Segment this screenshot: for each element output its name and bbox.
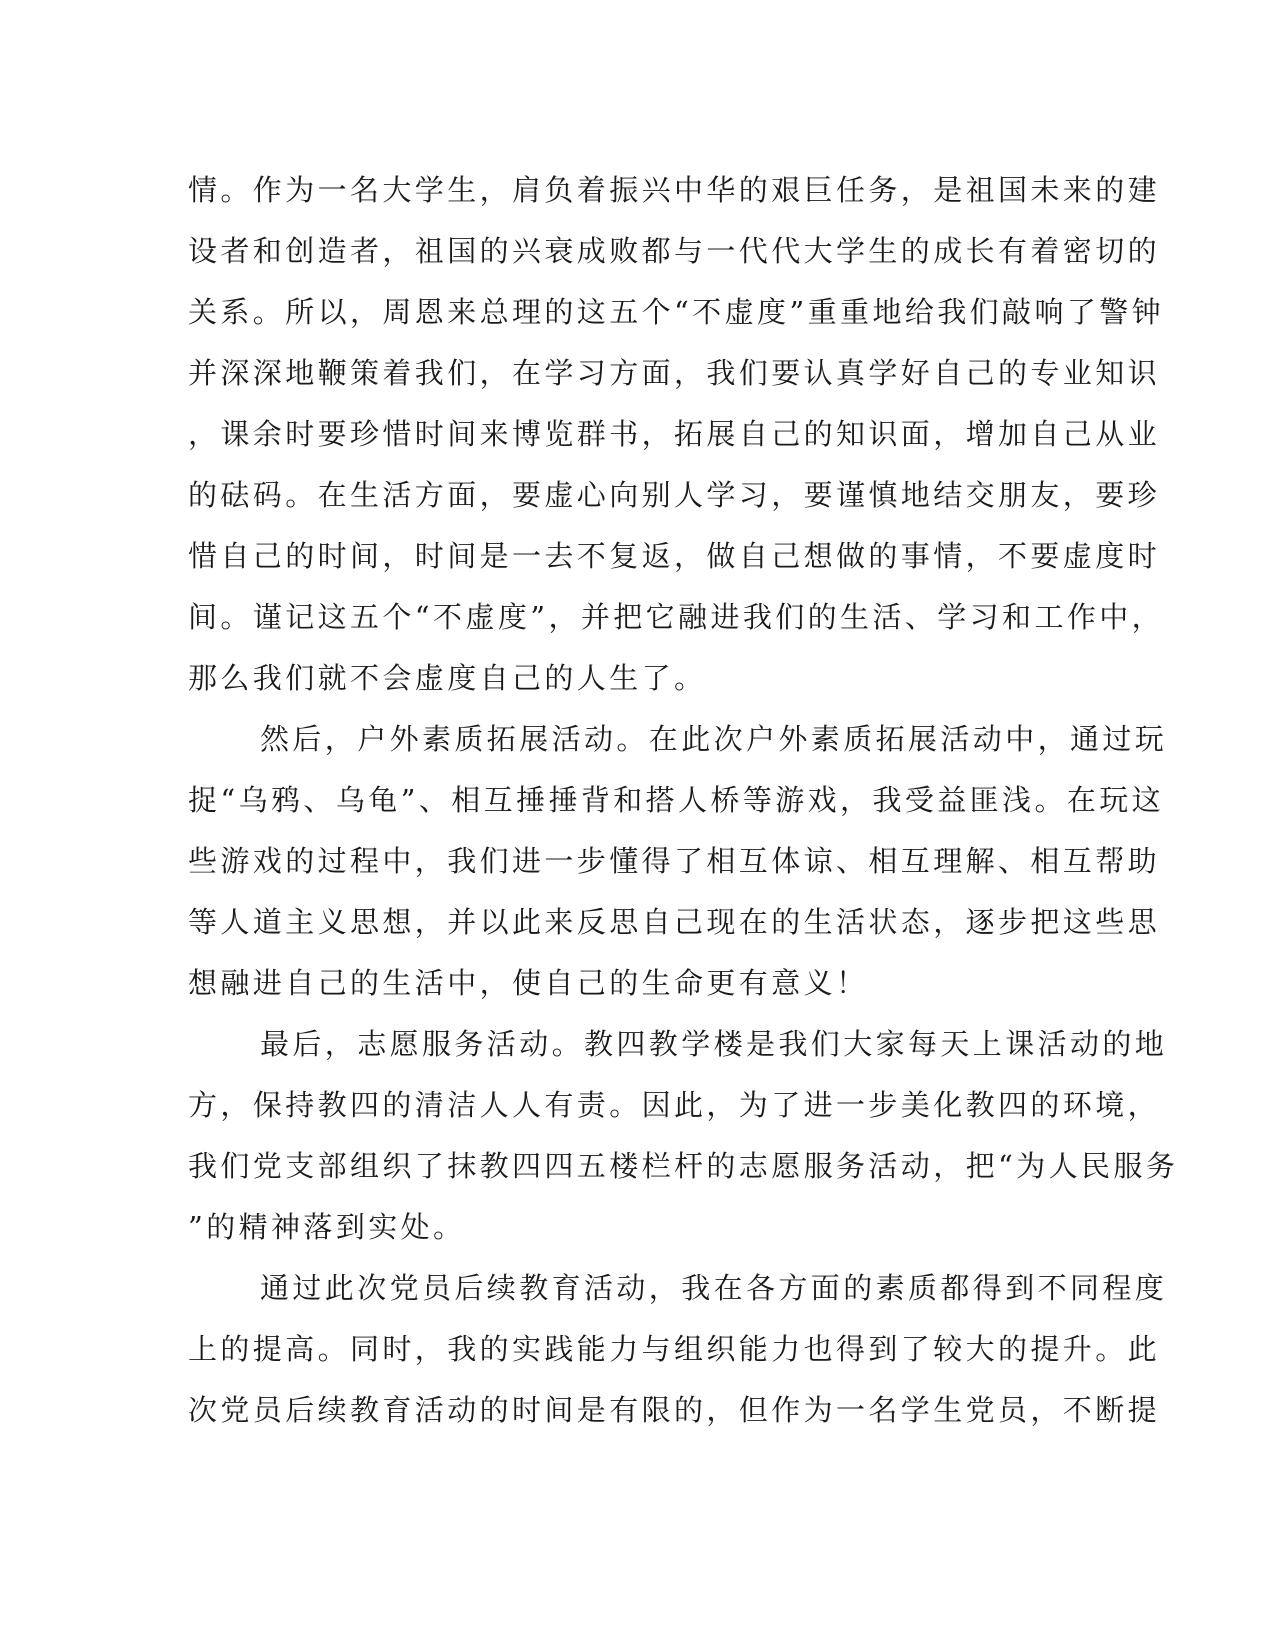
paragraph-start-line: 然后，户外素质拓展活动。在此次户外素质拓展活动中，通过玩 — [260, 722, 1168, 756]
text-line: 次党员后续教育活动的时间是有限的，但作为一名学生党员，不断提 — [188, 1393, 1161, 1427]
text-line: 上的提高。同时，我的实践能力与组织能力也得到了较大的提升。此 — [188, 1332, 1161, 1366]
body-text — [188, 160, 1179, 1441]
text-line: ，课余时要珍惜时间来博览群书，拓展自己的知识面，增加自己从业 — [188, 417, 1161, 451]
text-line: 惜自己的时间，时间是一去不复返，做自己想做的事情，不要虚度时 — [188, 539, 1161, 573]
text-line: 那么我们就不会虚度自己的人生了。 — [188, 661, 707, 695]
paragraph-start-line: 通过此次党员后续教育活动，我在各方面的素质都得到不同程度 — [260, 1271, 1168, 1305]
text-line: 的砝码。在生活方面，要虚心向别人学习，要谨慎地结交朋友，要珍 — [188, 478, 1161, 512]
paragraph-start-line: 最后，志愿服务活动。教四教学楼是我们大家每天上课活动的地 — [260, 1027, 1168, 1061]
text-line: 方，保持教四的清洁人人有责。因此，为了进一步美化教四的环境， — [188, 1088, 1161, 1122]
text-line: 间。谨记这五个“不虚度”，并把它融进我们的生活、学习和工作中， — [188, 600, 1165, 634]
text-line: 些游戏的过程中，我们进一步懂得了相互体谅、相互理解、相互帮助 — [188, 844, 1161, 878]
text-line: 并深深地鞭策着我们，在学习方面，我们要认真学好自己的专业知识 — [188, 356, 1161, 390]
text-line: 想融进自己的生活中，使自己的生命更有意义！ — [188, 966, 869, 1000]
text-line: 关系。所以，周恩来总理的这五个“不虚度”重重地给我们敲响了警钟 — [188, 295, 1165, 329]
text-line: 情。作为一名大学生，肩负着振兴中华的艰巨任务，是祖国未来的建 — [188, 173, 1161, 207]
text-line: 我们党支部组织了抹教四四五楼栏杆的志愿服务活动，把“为人民服务 — [188, 1149, 1179, 1183]
text-line: 等人道主义思想，并以此来反思自己现在的生活状态，逐步把这些思 — [188, 905, 1161, 939]
text-line: 设者和创造者，祖国的兴衰成败都与一代代大学生的成长有着密切的 — [188, 234, 1161, 268]
text-line: ”的精神落到实处。 — [188, 1210, 466, 1244]
text-line: 捉“乌鸦、乌龟”、相互捶捶背和搭人桥等游戏，我受益匪浅。在玩这 — [188, 783, 1165, 817]
